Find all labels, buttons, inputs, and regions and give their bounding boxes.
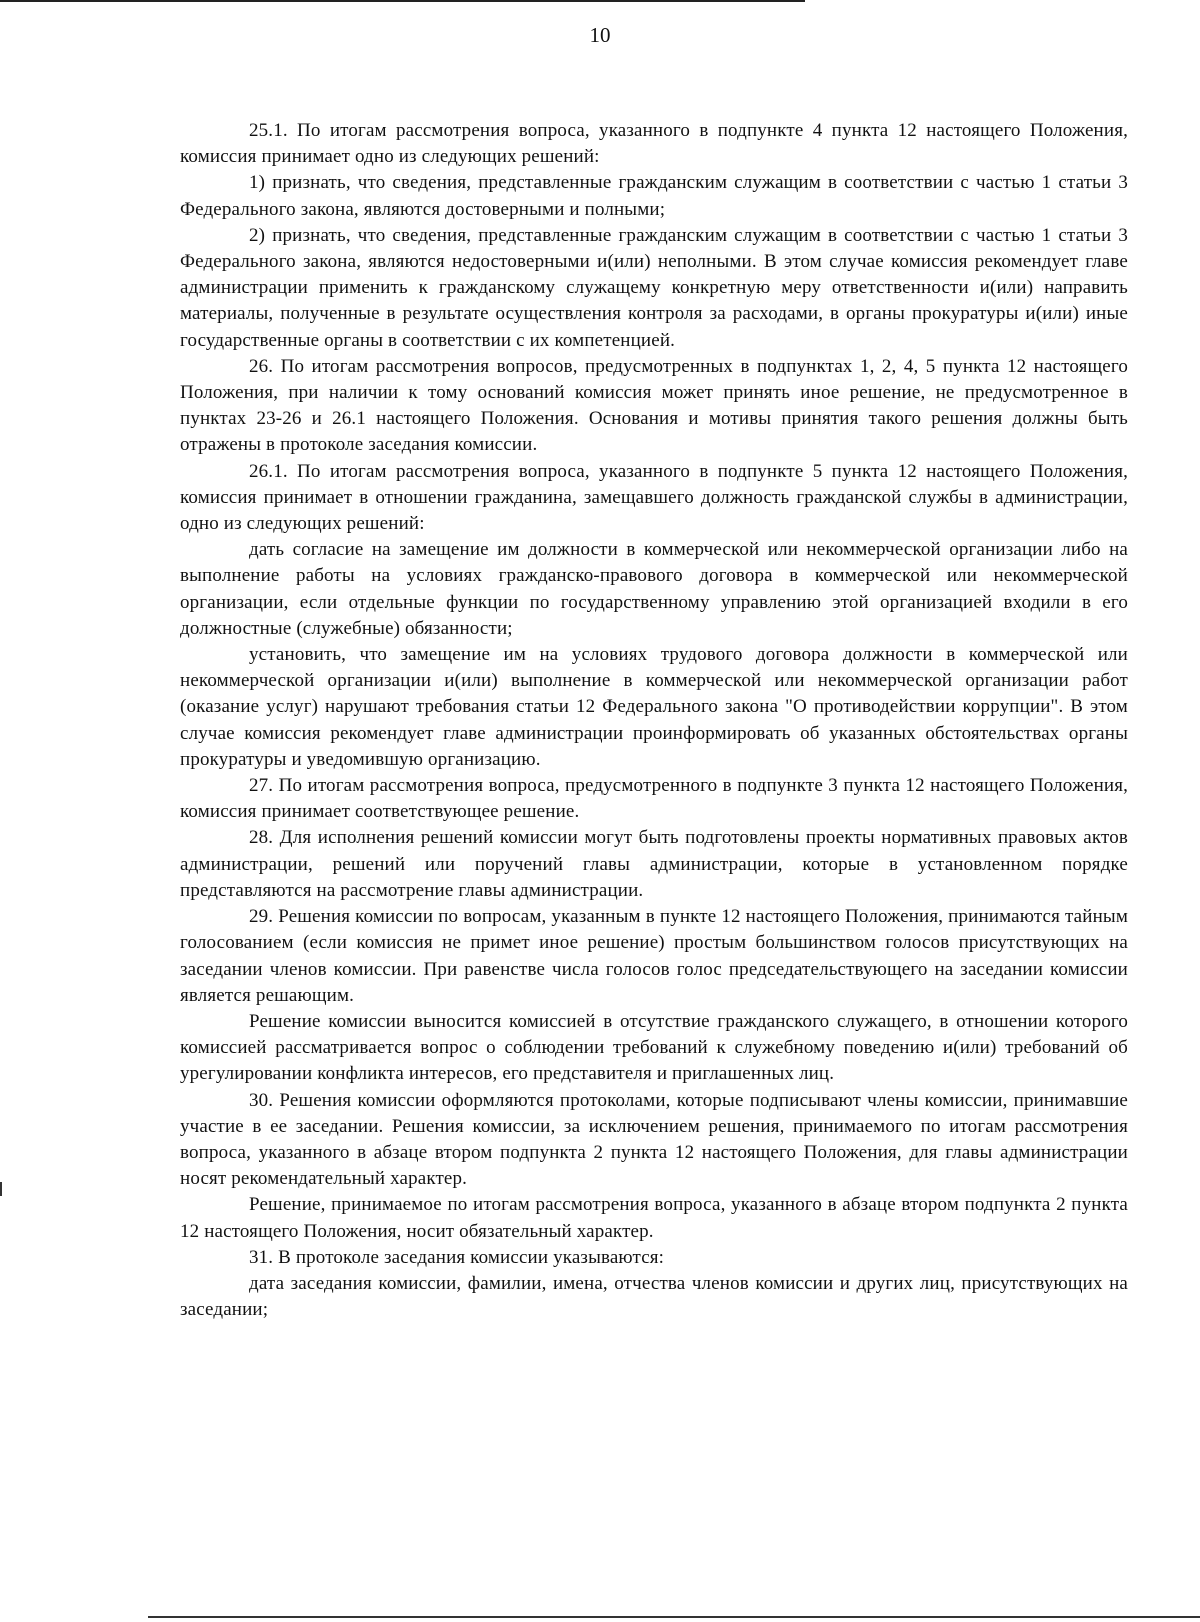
paragraph-25-1: 25.1. По итогам рассмотрения вопроса, указанного в подпункте 4 пункта 12 настоящего Положения, комиссия принимает одно из следующих решений: — [180, 120, 1128, 168]
paragraph-31: 31. В протоколе заседания комиссии указываются: — [249, 1246, 665, 1268]
paragraph-26-1-option-violation: установить, что замещение им на условиях трудового договора должности в коммерческой или некоммерческой организации и(или) выполнение в коммерческой или некоммерческой организации работ (оказание услуг) нарушают требования статьи 12 Федерального закона "О противодействии коррупции". В этом случае комиссия рекомендует главе администрации проинформировать об указанных обстоятельствах органы прокуратуры и уведомившую организацию. — [180, 644, 1128, 770]
scan-top-edge-line — [0, 0, 805, 2]
scan-left-edge-mark — [0, 1182, 2, 1196]
paragraph-25-1-option-2: 2) признать, что сведения, представленные гражданским служащим в соответствии с частью 1 статьи 3 Федерального закона, являются недостоверными и(или) неполными. В этом случае комиссия рекомендует главе администрации применить к гражданскому служащему конкретную меру ответственности и(или) направить материалы, полученные в результате осуществления контроля за расходами, в органы прокуратуры и(или) иные государственные органы в соответствии с их компетенцией. — [180, 224, 1128, 351]
paragraph-30-binding: Решение, принимаемое по итогам рассмотрения вопроса, указанного в абзаце втором подпункта 2 пункта 12 настоящего Положения, носит обязательный характер. — [180, 1194, 1128, 1242]
paragraph-29-absence: Решение комиссии выносится комиссией в отсутствие гражданского служащего, в отношении которого комиссией рассматривается вопрос о соблюдении требований к служебному поведению и(или) требований об урегулировании конфликта интересов, его представителя и приглашенных лиц. — [180, 1010, 1128, 1085]
page-number: 10 — [589, 23, 611, 47]
paragraph-30: 30. Решения комиссии оформляются протоколами, которые подписывают члены комиссии, принимавшие участие в ее заседании. Решения комиссии, за исключением решения, принимаемого по итогам рассмотрения вопроса, указанного в абзаце втором подпункта 2 пункта 12 настоящего Положения, для главы администрации носят рекомендательный характер. — [180, 1089, 1128, 1190]
paragraph-26-1-option-consent: дать согласие на замещение им должности в коммерческой или некоммерческой организации либо на выполнение работы на условиях гражданско-правового договора в коммерческой или некоммерческой организации, если отдельные функции по государственному управлению этой организацией входили в его должностные (служебные) обязанности; — [180, 539, 1128, 639]
paragraph-27: 27. По итогам рассмотрения вопроса, предусмотренного в подпункте 3 пункта 12 настоящего Положения, комиссия принимает соответствующее решение. — [180, 775, 1128, 823]
paragraph-29: 29. Решения комиссии по вопросам, указанным в пункте 12 настоящего Положения, принимаются тайным голосованием (если комиссия не примет иное решение) простым большинством голосов присутствующих на заседании членов комиссии. При равенстве числа голосов голос председательствующего на заседании комиссии является решающим. — [180, 906, 1128, 1006]
paragraph-26-1: 26.1. По итогам рассмотрения вопроса, указанного в подпункте 5 пункта 12 настоящего Положения, комиссия принимает в отношении гражданина, замещавшего должность гражданской службы в администрации, одно из следующих решений: — [180, 460, 1128, 535]
paragraph-26: 26. По итогам рассмотрения вопросов, предусмотренных в подпунктах 1, 2, 4, 5 пункта 12 настоящего Положения, при наличии к тому оснований комиссия может принять иное решение, не предусмотренное в пунктах 23-26 и 26.1 настоящего Положения. Основания и мотивы принятия такого решения должны быть отражены в протоколе заседания комиссии. — [180, 355, 1128, 456]
paragraph-25-1-option-1: 1) признать, что сведения, представленные гражданским служащим в соответствии с частью 1 статьи 3 Федерального закона, являются достоверными и полными; — [180, 172, 1128, 220]
scan-bottom-edge-line — [148, 1616, 1200, 1618]
paragraph-31-item-date: дата заседания комиссии, фамилии, имена, отчества членов комиссии и других лиц, присутствующих на заседании; — [180, 1272, 1128, 1321]
paragraph-28: 28. Для исполнения решений комиссии могут быть подготовлены проекты нормативных правовых актов администрации, решений или поручений главы администрации, которые в установленном порядке представляются на рассмотрение главы администрации. — [180, 827, 1128, 901]
document-body — [180, 118, 1128, 1323]
